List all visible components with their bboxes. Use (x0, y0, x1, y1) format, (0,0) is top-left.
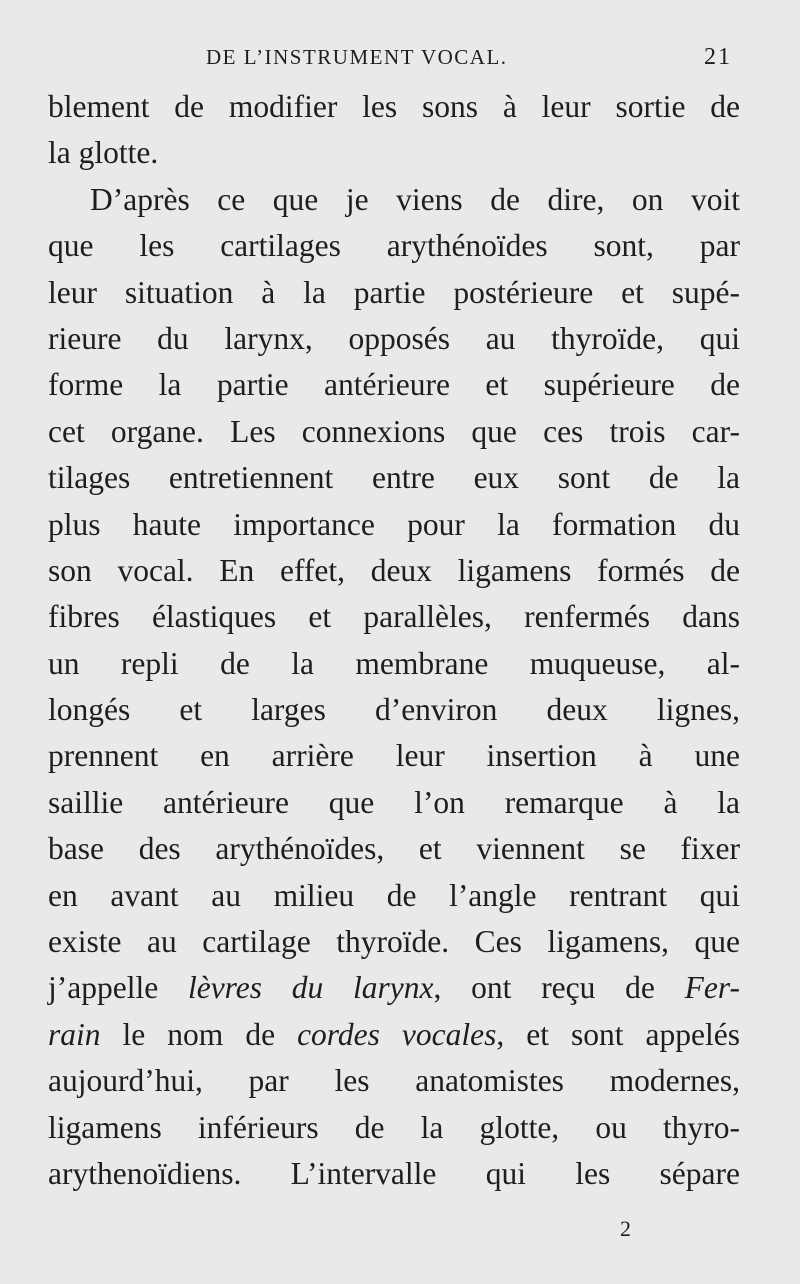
text-run: blement de modifier les sons à leur sortie de (48, 89, 740, 124)
running-title: DE L’INSTRUMENT VOCAL. (206, 45, 508, 69)
text-line (48, 177, 740, 223)
text-run: prennent en arrière leur insertion à une (48, 738, 740, 774)
text-run: tilages entretiennent entre eux sont de la (48, 460, 740, 496)
page-number: 21 (704, 44, 732, 70)
text-line (48, 594, 740, 640)
text-run: j’appelle (48, 970, 188, 1006)
text-line (48, 455, 740, 501)
signature-mark: 2 (620, 1216, 631, 1241)
text-line (48, 130, 740, 176)
text-line (48, 965, 740, 1011)
text-run: un repli de la membrane muqueuse, al- (48, 645, 740, 681)
text-run: ligamens inférieurs de la glotte, ou thyro- (48, 1109, 740, 1145)
text-line (48, 733, 740, 779)
text-run: fibres élastiques et parallèles, renfermés dans (48, 599, 740, 635)
text-run: en avant au milieu de l’angle rentrant qui (48, 877, 740, 913)
text-line (48, 84, 740, 130)
text-line (48, 548, 740, 594)
body-text (48, 84, 740, 1197)
italic-text-run: rain (48, 1016, 101, 1052)
text-line (48, 687, 740, 733)
text-line (48, 223, 740, 269)
text-run: D’après ce que je viens de dire, on voit (90, 181, 740, 217)
text-line (48, 1012, 740, 1058)
text-run: longés et larges d’environ deux lignes, (48, 692, 740, 728)
text-line (48, 409, 740, 455)
text-run: saillie antérieure que l’on remarque à la (48, 784, 740, 820)
text-line (48, 316, 740, 362)
running-head (48, 40, 740, 74)
italic-text-run: cordes vocales (297, 1016, 497, 1052)
text-line (48, 826, 740, 872)
text-run: leur situation à la partie postérieure et supé- (48, 274, 740, 310)
text-line (48, 1151, 740, 1197)
text-run: rieure du larynx, opposés au thyroïde, qui (48, 320, 740, 356)
text-run: son vocal. En effet, deux ligamens formés de (48, 552, 740, 588)
text-run: la glotte. (48, 135, 159, 171)
text-run: forme la partie antérieure et supérieure de (48, 367, 740, 403)
text-line (48, 502, 740, 548)
text-line (48, 780, 740, 826)
text-line (48, 1058, 740, 1104)
text-run: le nom de (100, 1016, 298, 1052)
text-run: aujourd’hui, par les anatomistes modernes, (48, 1063, 740, 1099)
text-run: base des arythénoïdes, et viennent se fixer (48, 831, 740, 867)
text-run: existe au cartilage thyroïde. Ces ligamens, que (48, 924, 740, 960)
text-line (48, 270, 740, 316)
text-line (48, 641, 740, 687)
text-run: arythenoïdiens. L’intervalle qui les sépare (48, 1155, 740, 1191)
text-run: cet organe. Les connexions que ces trois car- (48, 413, 740, 449)
italic-text-run: Fer- (684, 970, 740, 1006)
text-run: plus haute importance pour la formation du (48, 506, 740, 542)
text-run: que les cartilages arythénoïdes sont, par (48, 228, 740, 264)
text-line (48, 873, 740, 919)
text-run: , ont reçu de (433, 970, 685, 1006)
text-line (48, 919, 740, 965)
text-run: , et sont appelés (496, 1016, 741, 1052)
text-line (48, 362, 740, 408)
text-line (48, 1105, 740, 1151)
italic-text-run: lèvres du larynx (187, 970, 434, 1006)
